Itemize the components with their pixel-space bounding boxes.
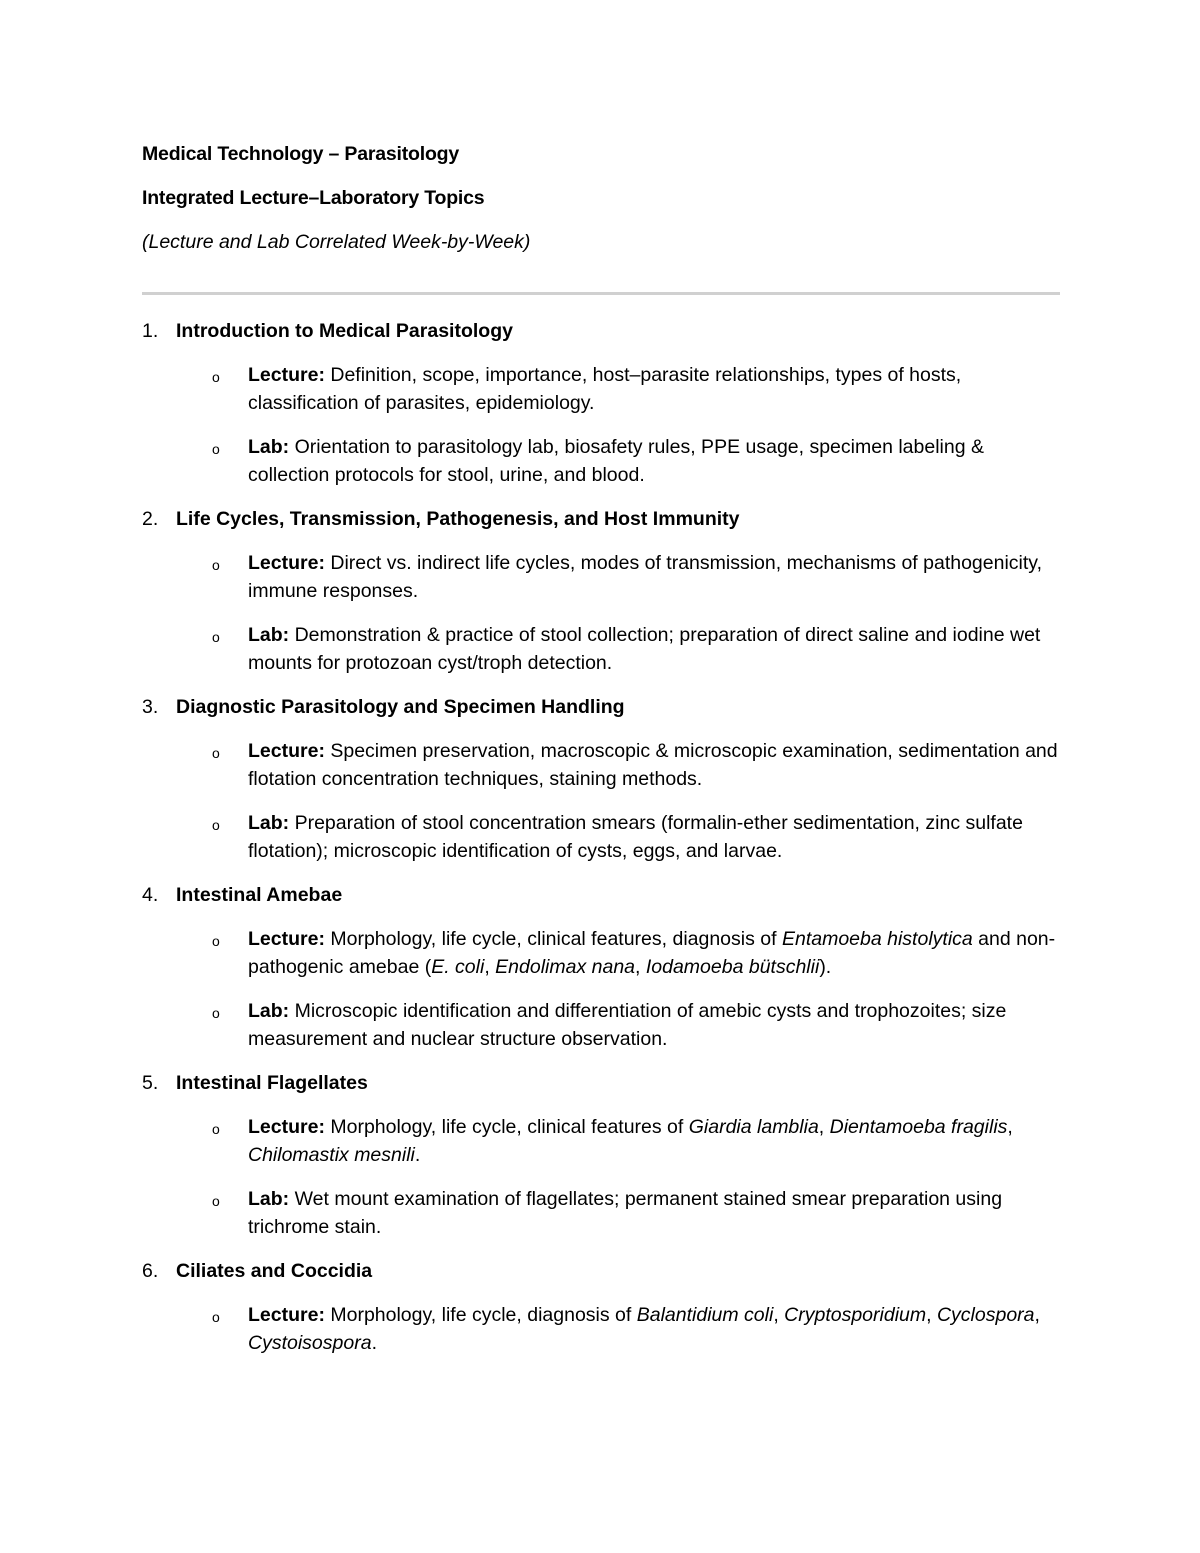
topic-item [142, 693, 1062, 865]
item-label: Lecture: [248, 364, 325, 386]
item-description: Definition, scope, importance, host–parasite relationships, types of hosts, classification of parasites, epidemiology. [248, 364, 962, 414]
item-label: Lecture: [248, 552, 325, 574]
list-item [142, 1113, 1062, 1169]
item-description: and non-pathogenic amebae ( [248, 928, 1056, 978]
topic-number: 1. [142, 320, 159, 342]
circle-bullet-icon: o [212, 557, 220, 573]
circle-bullet-icon: o [212, 1193, 220, 1209]
organism-name: Endolimax nana [495, 956, 636, 978]
item-text [248, 1113, 1062, 1169]
item-text [248, 549, 1062, 605]
list-item [142, 997, 1062, 1053]
organism-name: Dientamoeba fragilis [829, 1116, 1008, 1138]
topic-item [142, 317, 1062, 489]
item-label: Lecture: [248, 928, 325, 950]
item-description: Direct vs. indirect life cycles, modes of transmission, mechanisms of pathogenicity, immune responses. [248, 552, 1043, 602]
topic-item [142, 505, 1062, 677]
item-text [248, 737, 1062, 793]
item-description: , [773, 1304, 785, 1326]
topic-item [142, 1257, 1062, 1357]
item-description: Microscopic identification and differentiation of amebic cysts and trophozoites; size measurement and nuclear structure observation. [248, 1000, 1007, 1050]
list-item [142, 1301, 1062, 1357]
topic-item [142, 1069, 1062, 1241]
item-description: ). [819, 956, 832, 978]
topic-title: Life Cycles, Transmission, Pathogenesis, and Host Immunity [176, 508, 740, 530]
item-label: Lecture: [248, 1304, 325, 1326]
item-description: , [484, 956, 496, 978]
list-item [142, 809, 1062, 865]
list-item [142, 549, 1062, 605]
document-title: Medical Technology – Parasitology [142, 143, 460, 165]
item-text [248, 361, 1062, 417]
item-text [248, 621, 1062, 677]
topic-heading [142, 1257, 1062, 1285]
organism-name: Iodamoeba bütschlii [645, 956, 820, 978]
topic-sub-list [142, 1301, 1062, 1357]
item-description: . [371, 1332, 377, 1354]
circle-bullet-icon: o [212, 1005, 220, 1021]
item-description: , [635, 956, 646, 978]
item-label: Lab: [248, 812, 290, 834]
item-text [248, 1185, 1062, 1241]
organism-name: Chilomastix mesnili [248, 1144, 415, 1166]
item-label: Lab: [248, 1188, 290, 1210]
topic-number: 4. [142, 884, 159, 906]
topic-title: Ciliates and Coccidia [176, 1260, 373, 1282]
item-description: Morphology, life cycle, diagnosis of [324, 1304, 637, 1326]
list-item [142, 433, 1062, 489]
document-heading: Integrated Lecture–Laboratory Topics [142, 187, 485, 209]
topic-title: Intestinal Flagellates [176, 1072, 368, 1094]
item-label: Lab: [248, 1000, 290, 1022]
item-description: , [926, 1304, 937, 1326]
topic-item [142, 881, 1062, 1053]
topic-sub-list [142, 549, 1062, 677]
topic-heading [142, 1069, 1062, 1097]
item-text [248, 1301, 1062, 1357]
topic-title: Introduction to Medical Parasitology [176, 320, 513, 342]
topic-title: Intestinal Amebae [176, 884, 343, 906]
organism-name: Cryptosporidium [784, 1304, 927, 1326]
circle-bullet-icon: o [212, 933, 220, 949]
circle-bullet-icon: o [212, 629, 220, 645]
document-subtitle: (Lecture and Lab Correlated Week-by-Week) [142, 231, 531, 253]
item-description: , [1007, 1116, 1013, 1138]
organism-name: Entamoeba histolytica [781, 928, 973, 950]
topic-number: 5. [142, 1072, 159, 1094]
document-body [142, 140, 1062, 1373]
topic-number: 3. [142, 696, 159, 718]
circle-bullet-icon: o [212, 441, 220, 457]
topic-heading [142, 505, 1062, 533]
list-item [142, 621, 1062, 677]
topic-sub-list [142, 361, 1062, 489]
topic-number: 2. [142, 508, 159, 530]
organism-name: Giardia lamblia [688, 1116, 819, 1138]
list-item [142, 925, 1062, 981]
topic-list [142, 317, 1062, 1357]
organism-name: E. coli [431, 956, 485, 978]
organism-name: Balantidium coli [636, 1304, 774, 1326]
circle-bullet-icon: o [212, 1309, 220, 1325]
item-description: Orientation to parasitology lab, biosafety rules, PPE usage, specimen labeling & collection protocols for stool, urine, and blood. [248, 436, 984, 486]
item-description: , [1034, 1304, 1040, 1326]
item-description: Preparation of stool concentration smears (formalin-ether sedimentation, zinc sulfate flotation); microscopic identification of cysts, eggs, and larvae. [248, 812, 1023, 862]
topic-sub-list [142, 1113, 1062, 1241]
item-label: Lecture: [248, 1116, 325, 1138]
topic-sub-list [142, 925, 1062, 1053]
horizontal-divider [142, 292, 1060, 295]
circle-bullet-icon: o [212, 745, 220, 761]
organism-name: Cystoisospora [248, 1332, 372, 1354]
list-item [142, 737, 1062, 793]
topic-title: Diagnostic Parasitology and Specimen Handling [176, 696, 625, 718]
list-item [142, 1185, 1062, 1241]
item-description: . [414, 1144, 421, 1166]
item-label: Lecture: [248, 740, 325, 762]
circle-bullet-icon: o [212, 369, 220, 385]
item-description: Demonstration & practice of stool collection; preparation of direct saline and iodine wet mounts for protozoan cyst/troph detection. [248, 624, 1041, 674]
organism-name: Cyclospora [936, 1304, 1035, 1326]
topic-heading [142, 881, 1062, 909]
item-description: Morphology, life cycle, clinical features, diagnosis of [324, 928, 782, 950]
item-label: Lab: [248, 624, 290, 646]
item-label: Lab: [248, 436, 290, 458]
circle-bullet-icon: o [212, 817, 220, 833]
item-description: Morphology, life cycle, clinical features of [324, 1116, 689, 1138]
item-text [248, 997, 1062, 1053]
item-description: Wet mount examination of flagellates; permanent stained smear preparation using trichrome stain. [248, 1188, 1003, 1238]
item-text [248, 925, 1062, 981]
topic-heading [142, 693, 1062, 721]
item-text [248, 433, 1062, 489]
topic-heading [142, 317, 1062, 345]
item-description: Specimen preservation, macroscopic & microscopic examination, sedimentation and flotation concentration techniques, staining methods. [248, 740, 1058, 790]
item-text [248, 809, 1062, 865]
circle-bullet-icon: o [212, 1121, 220, 1137]
list-item [142, 361, 1062, 417]
topic-sub-list [142, 737, 1062, 865]
topic-number: 6. [142, 1260, 159, 1282]
item-description: , [818, 1116, 830, 1138]
